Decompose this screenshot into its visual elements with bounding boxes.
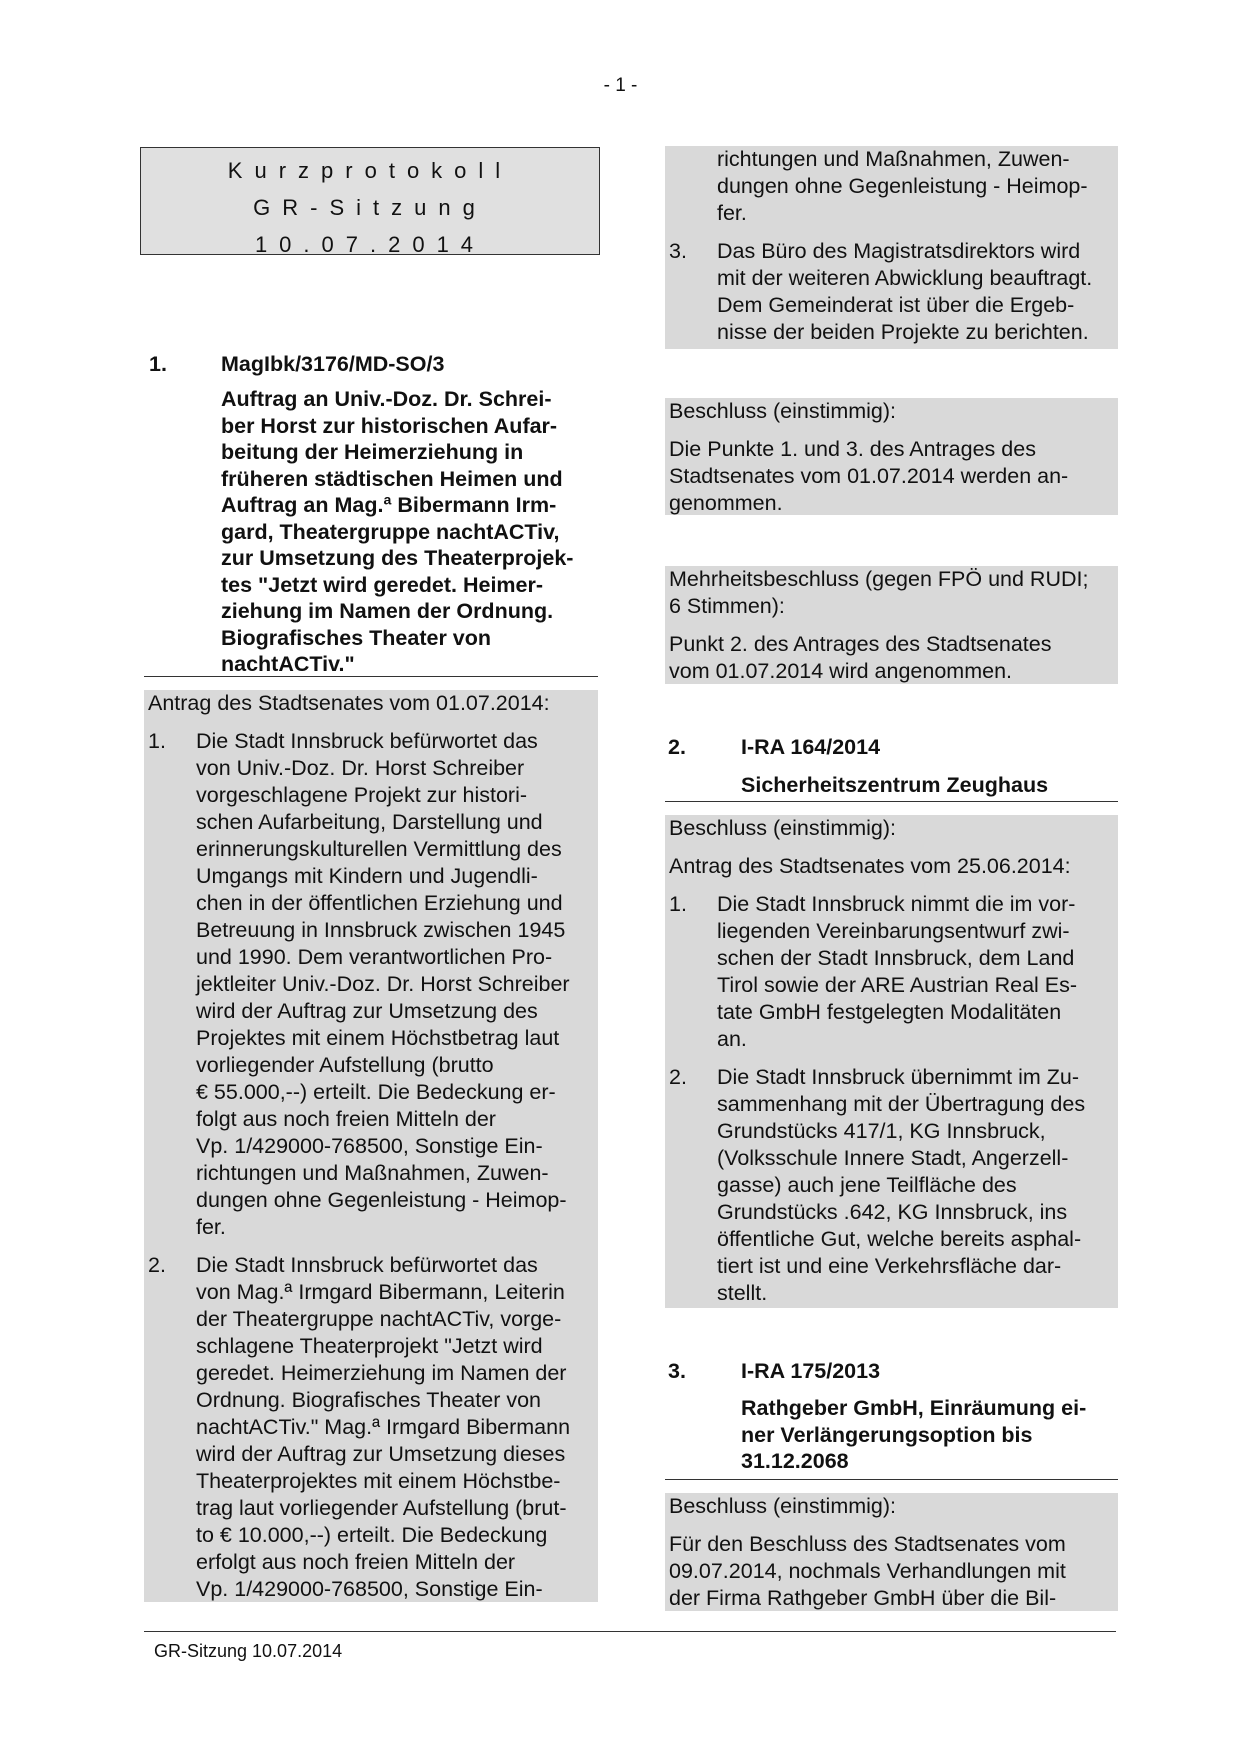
point-line: folgt aus noch freien Mitteln der xyxy=(196,1107,496,1131)
antrag-point-3 xyxy=(669,238,1114,346)
item1-antrag-block xyxy=(144,690,598,1602)
title-line-3: 10.07.2014 xyxy=(254,232,486,257)
item2-ref: I-RA 164/2014 xyxy=(741,735,881,759)
point-line: Die Stadt Innsbruck befürwortet das xyxy=(196,729,538,753)
heading-line: Auftrag an Mag.ª Bibermann Irm- xyxy=(221,493,557,517)
antrag-point-1 xyxy=(669,891,1114,1053)
beschluss-label: Beschluss (einstimmig): xyxy=(669,399,896,423)
point-line: nisse der beiden Projekte zu berichten. xyxy=(717,320,1089,344)
item1-number: 1. xyxy=(149,352,167,376)
beschluss-line: vom 01.07.2014 wird angenommen. xyxy=(669,659,1013,683)
item1-ref: MagIbk/3176/MD-SO/3 xyxy=(221,352,445,376)
item3-number: 3. xyxy=(668,1359,686,1383)
point-line: dungen ohne Gegenleistung - Heimop- xyxy=(196,1188,567,1212)
point-line: Die Stadt Innsbruck nimmt die im vor- xyxy=(717,892,1076,916)
heading-line: gard, Theatergruppe nachtACTiv, xyxy=(221,519,560,544)
point-line: Theaterprojektes mit einem Höchstbe- xyxy=(196,1469,561,1493)
point-line: Die Stadt Innsbruck befürwortet das xyxy=(196,1253,538,1277)
point-line: nachtACTiv." Mag.ª Irmgard Bibermann xyxy=(196,1415,571,1439)
point-line: liegenden Vereinbarungsentwurf zwi- xyxy=(717,919,1070,943)
point-number: 2. xyxy=(669,1065,687,1089)
point-line: to € 10.000,--) erteilt. Die Bedeckung xyxy=(196,1523,548,1547)
antrag-intro: Antrag des Stadtsenates vom 01.07.2014: xyxy=(148,691,550,715)
heading-line: Rathgeber GmbH, Einräumung ei- xyxy=(741,1396,1087,1420)
heading-line: zur Umsetzung des Theaterprojek- xyxy=(221,546,574,570)
point-line: tate GmbH festgelegten Modalitäten xyxy=(717,1000,1062,1024)
antrag-point-1 xyxy=(148,728,594,1241)
point-line: von Univ.-Doz. Dr. Horst Schreiber xyxy=(196,756,525,780)
point-line: schlagene Theaterprojekt "Jetzt wird xyxy=(196,1334,543,1358)
point-line: schen Aufarbeitung, Darstellung und xyxy=(196,810,543,834)
item1-heading xyxy=(221,386,601,678)
title-line-1: Kurzprotokoll xyxy=(227,158,513,183)
point-line: stellt. xyxy=(717,1281,768,1305)
item1-beschluss-block xyxy=(665,398,1118,515)
item2-block xyxy=(665,815,1118,1308)
point-line: (Volksschule Innere Stadt, Angerzell- xyxy=(717,1146,1069,1170)
point-line: Projektes mit einem Höchstbetrag laut xyxy=(196,1026,560,1050)
item3-ref: I-RA 175/2013 xyxy=(741,1359,881,1383)
item1-continuation-block xyxy=(665,146,1118,349)
point-line: Tirol sowie der ARE Austrian Real Es- xyxy=(717,973,1078,997)
point-line: der Theatergruppe nachtACTiv, vorge- xyxy=(196,1307,562,1331)
heading-line: ziehung im Namen der Ordnung. xyxy=(221,599,554,623)
heading-line: Auftrag an Univ.-Doz. Dr. Schrei- xyxy=(221,387,552,411)
divider xyxy=(665,801,1118,802)
point-line: Vp. 1/429000-768500, Sonstige Ein- xyxy=(196,1577,543,1601)
point-line: tiert ist und eine Verkehrsfläche dar- xyxy=(717,1254,1062,1278)
point-line: vorliegender Aufstellung (brutto xyxy=(196,1053,494,1077)
point-line: und 1990. Dem verantwortlichen Pro- xyxy=(196,945,553,969)
heading-line: tes "Jetzt wird geredet. Heimer- xyxy=(221,572,544,597)
heading-line: ner Verlängerungsoption bis xyxy=(741,1422,1033,1447)
point-line: an. xyxy=(717,1027,747,1051)
point-line: fer. xyxy=(196,1215,226,1239)
beschluss-line: Für den Beschluss des Stadtsenates vom xyxy=(669,1532,1066,1556)
item3-heading xyxy=(741,1395,1111,1475)
continuation-line: richtungen und Maßnahmen, Zuwen- xyxy=(717,147,1070,171)
continuation-line: fer. xyxy=(717,201,747,225)
beschluss-label: Beschluss (einstimmig): xyxy=(669,1494,896,1518)
point-line: öffentliche Gut, welche bereits asphal- xyxy=(717,1227,1082,1251)
point-line: erfolgt aus noch freien Mitteln der xyxy=(196,1550,516,1574)
point-number: 2. xyxy=(148,1253,166,1277)
point-line: erinnerungskulturellen Vermittlung des xyxy=(196,837,562,861)
divider xyxy=(144,676,598,677)
beschluss-line: Stadtsenates vom 01.07.2014 werden an- xyxy=(669,464,1069,488)
point-line: gasse) auch jene Teilfläche des xyxy=(717,1173,1017,1197)
mehrheitsbeschluss-label: 6 Stimmen): xyxy=(669,594,785,618)
title-line-2: GR-Sitzung xyxy=(253,195,487,220)
point-line: Das Büro des Magistratsdirektors wird xyxy=(717,239,1081,263)
point-line: chen in der öffentlichen Erziehung und xyxy=(196,891,563,915)
point-line: richtungen und Maßnahmen, Zuwen- xyxy=(196,1161,549,1185)
point-line: schen der Stadt Innsbruck, dem Land xyxy=(717,946,1075,970)
beschluss-line: der Firma Rathgeber GmbH über die Bil- xyxy=(669,1586,1057,1610)
divider xyxy=(665,1479,1118,1480)
point-line: trag laut vorliegender Aufstellung (brut- xyxy=(196,1496,567,1520)
antrag-point-2 xyxy=(148,1252,594,1603)
point-line: Dem Gemeinderat ist über die Ergeb- xyxy=(717,293,1075,317)
point-line: Grundstücks .642, KG Innsbruck, ins xyxy=(717,1200,1068,1224)
mehrheitsbeschluss-label: Mehrheitsbeschluss (gegen FPÖ und RUDI; xyxy=(669,567,1089,591)
heading-line: früheren städtischen Heimen und xyxy=(221,466,563,491)
page-number: - 1 - xyxy=(603,75,638,96)
point-line: € 55.000,--) erteilt. Die Bedeckung er- xyxy=(196,1080,556,1104)
point-number: 1. xyxy=(148,729,166,753)
antrag-intro: Antrag des Stadtsenates vom 25.06.2014: xyxy=(669,854,1071,878)
point-line: jektleiter Univ.-Doz. Dr. Horst Schreiber xyxy=(196,972,570,996)
point-number: 3. xyxy=(669,239,687,263)
footer-text: GR-Sitzung 10.07.2014 xyxy=(154,1641,343,1661)
heading-line: nachtACTiv." xyxy=(221,652,355,676)
item3-block xyxy=(665,1493,1118,1611)
point-line: wird der Auftrag zur Umsetzung dieses xyxy=(196,1442,566,1466)
beschluss-line: Die Punkte 1. und 3. des Antrages des xyxy=(669,437,1036,461)
antrag-point-2 xyxy=(669,1064,1114,1307)
heading-line: ber Horst zur historischen Aufar- xyxy=(221,413,558,438)
point-line: von Mag.ª Irmgard Bibermann, Leiterin xyxy=(196,1280,565,1304)
beschluss-line: 09.07.2014, nochmals Verhandlungen mit xyxy=(669,1559,1066,1583)
point-line: Umgangs mit Kindern und Jugendli- xyxy=(196,864,538,888)
point-line: vorgeschlagene Projekt zur histori- xyxy=(196,783,528,807)
title-box xyxy=(140,147,600,255)
continuation-line: dungen ohne Gegenleistung - Heimop- xyxy=(717,174,1088,198)
point-line: Betreuung in Innsbruck zwischen 1945 xyxy=(196,918,566,942)
item1-mehrheitsbeschluss-block xyxy=(665,566,1118,684)
point-line: Grundstücks 417/1, KG Innsbruck, xyxy=(717,1119,1046,1143)
footer-divider xyxy=(144,1631,1116,1632)
beschluss-line: Punkt 2. des Antrages des Stadtsenates xyxy=(669,632,1052,656)
heading-line: beitung der Heimerziehung in xyxy=(221,440,524,464)
point-line: geredet. Heimerziehung im Namen der xyxy=(196,1361,567,1385)
point-number: 1. xyxy=(669,892,687,916)
item2-heading: Sicherheitszentrum Zeughaus xyxy=(741,773,1049,797)
item2-number: 2. xyxy=(668,735,686,759)
point-line: Ordnung. Biografisches Theater von xyxy=(196,1388,541,1412)
point-line: mit der weiteren Abwicklung beauftragt. xyxy=(717,266,1093,290)
point-line: Vp. 1/429000-768500, Sonstige Ein- xyxy=(196,1134,543,1158)
beschluss-label: Beschluss (einstimmig): xyxy=(669,816,896,840)
heading-line: Biografisches Theater von xyxy=(221,625,492,650)
point-line: sammenhang mit der Übertragung des xyxy=(717,1092,1086,1116)
point-line: wird der Auftrag zur Umsetzung des xyxy=(196,999,538,1023)
beschluss-line: genommen. xyxy=(669,491,783,515)
heading-line: 31.12.2068 xyxy=(741,1449,849,1473)
point-line: Die Stadt Innsbruck übernimmt im Zu- xyxy=(717,1065,1080,1089)
